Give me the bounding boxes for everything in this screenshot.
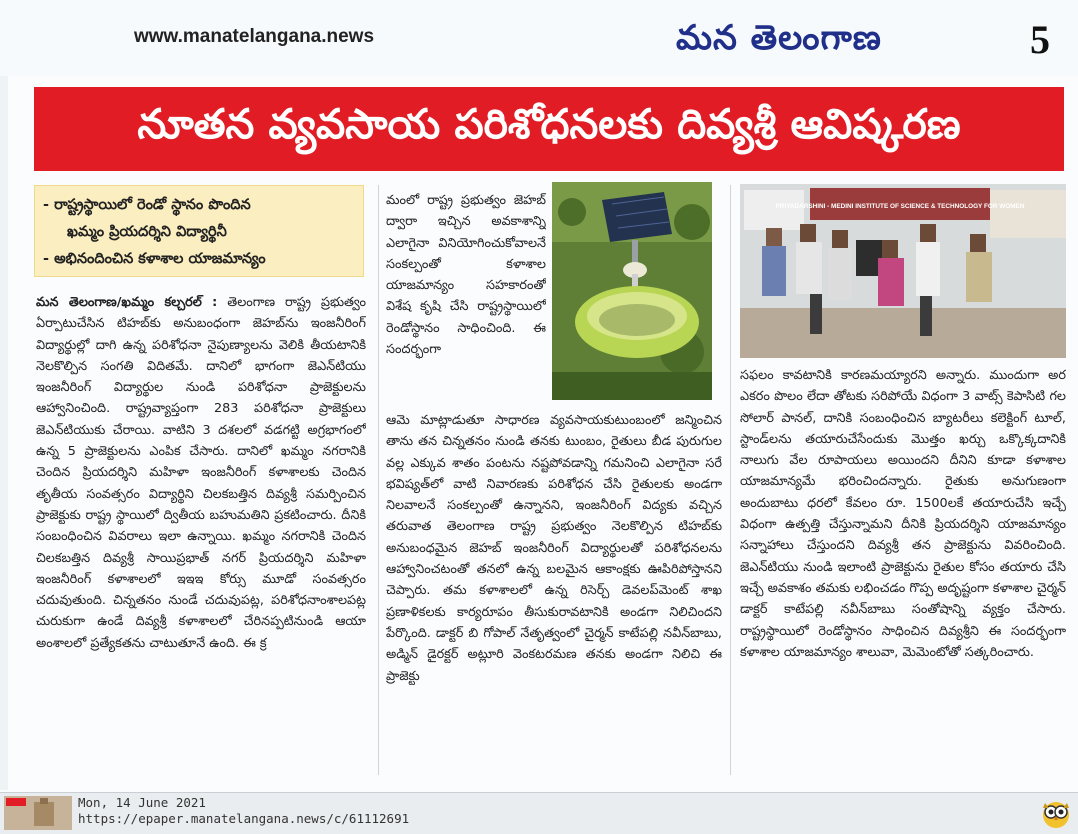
subhead-1: - రాష్ట్రస్థాయిలో రెండో స్థానం పొందిన	[43, 197, 251, 213]
solar-light-trap-image	[552, 182, 712, 400]
thumbnail-image	[4, 796, 72, 830]
newspaper-masthead: మన తెలంగాణ	[676, 18, 882, 58]
article-column-3: సఫలం కావటానికి కారణమయ్యారని అన్నారు. ముందుగా అర ఎకరం పొలం లేదా తోటకు సరిపోయే విధంగా 3 వాట్స్ కెపాసిటి గల సోలార్ పానల్, దానికి సంబంధించిన బ్యాటరీలు కలెక్టింగ్ టూల్, స్టాండ్‌లను తయారుచేసేందుకు మొత్తం ఖర్చు ఒక్కొక్కదానికి నాలుగు వేల రూపాయలు అయిందని దీనిని కూడా కళాశాల యాజమాన్యమే భరించిందన్నారు. రైతుకు అనుగుణంగా అందుబాటు ధరలో కేవలం రూ. 1500లకే తయారుచేసి ఇచ్చే విధంగా ఉత్పత్తి చేస్తున్నామని దీనికి ప్రియదర్శిని యాజమాన్యం సన్నాహాలు చేస్తుందని దివ్యశ్రీ తన ప్రాజెక్టును వివరించింది. జెఎన్‌టియు నుండి ఇలాంటి ప్రాజెక్టును రైతుల కోసం తయారు చేసి ఇచ్చే అవకాశం తమకు లభించడం గొప్ప అదృష్టంగా కళాశాల చైర్మన్ డాక్టర్ కాటేపల్లి నవీన్‌బాబు సంతోషాన్ని వ్యక్తం చేసారు. రాష్ట్రస్థాయిలో రెండోస్థానం సాధించిన దివ్యశ్రీని ఈ సందర్భంగా కళాశాల యాజమాన్యం శాలువా, మెమెంటోతో సత్కరించారు.	[740, 368, 1066, 660]
article-column-2-top: మంలో రాష్ట్ర ప్రభుత్వం జెహబ్ ద్వారా ఇచ్చిన అవకాశాన్ని ఎలాగైనా వినియోగించుకోవాలనే సంకల్పంతో కళాశాల యాజమాన్యం సహకారంతో విశేష కృషి చేసి రాష్ట్రస్థాయిలో రెండోస్థానం సాధించింది. ఈ సందర్భంగా	[386, 193, 546, 358]
subheads-box	[34, 185, 364, 277]
column-divider	[378, 185, 379, 775]
page-thumbnail[interactable]	[4, 796, 72, 830]
solar-trap-photo	[552, 182, 712, 400]
owl-logo-icon[interactable]	[1040, 797, 1072, 829]
award-group-photo	[740, 184, 1066, 358]
dateline: మన తెలంగాణ/ఖమ్మం కల్చరల్ :	[36, 295, 218, 310]
photo-banner-text: PRIYADARSHINI - MEDINI INSTITUTE OF SCIENCE & TECHNOLOGY FOR WOMEN	[775, 203, 1025, 210]
group-photo-image	[740, 184, 1066, 358]
owl-icon	[1040, 797, 1072, 829]
subhead-3: - అభినందించిన కళాశాల యాజమాన్యం	[43, 251, 266, 267]
footer-link[interactable]: https://epaper.manatelangana.news/c/61112691	[78, 811, 410, 826]
page-number: 5	[1030, 17, 1050, 62]
article-column-1	[36, 292, 366, 777]
site-url[interactable]: www.manatelangana.news	[134, 26, 375, 47]
footer-date: Mon, 14 June 2021	[78, 795, 206, 810]
column-1-text: తెలంగాణ రాష్ట్ర ప్రభుత్వం ఏర్పాటుచేసిన టిహబ్‌కు అనుబంధంగా జెహబ్‌ను ఇంజనీరింగ్ విద్యార్థుల్లో దాగి ఉన్న పరిశోధనా నైపుణ్యాలను వెలికి తీయటానికి నెలకొల్పిన సంగతి విదితమే. దానిలో భాగంగా జెఎన్‌టియు ఇంజనీరింగ్ విద్యార్థుల నుండి పరిశోధనా ప్రాజెక్టులను ఆహ్వానించింది. రాష్ట్రవ్యాప్తంగా 283 పరిశోధనా ప్రాజెక్టులు జెఎన్‌టియుకు చేరాయి. వాటిని 3 దశలలో వడగట్టి అగ్రభాగంలో ఉన్న 5 ప్రాజెక్టులను ఎంపిక చేసారు. దానిలో ఖమ్మం నగరానికి చెందిన ప్రియదర్శిని మహిళా ఇంజనీరింగ్ కళాశాలకు చెందిన తృతీయ సంవత్సరం విద్యార్థిని చిలకబత్తిన దివ్యశ్రీ సమర్పించిన ప్రాజెక్టుకు రాష్ట్ర స్థాయిలో ద్వితీయ బహుమతిని ప్రకటించారు. దీనికి సంబంధించిన వివరాలు ఇలా ఉన్నాయి. ఖమ్మం నగరానికి చెందిన చిలకబత్తిన దివ్యశ్రీ సాయిప్రభాత్ నగర్ ప్రియదర్శిని మహిళా ఇంజనీరింగ్ కళాశాలలో ఇఇఇ కోర్సు మూడో సంవత్సరం చదువుతుంది. చిన్నతనం నుండే చదువుపట్ల, పరిశోధనాంశాలపట్ల చురుకుగా ఉండే దివ్యశ్రీ కళాశాలలో చేరినప్పటినుండి ఆయా అంశాలలో ప్రత్యేకతను చాటుతూనే ఉంది. ఈ క్ర	[36, 295, 366, 651]
article-column-2: ఆమె మాట్లాడుతూ సాధారణ వ్యవసాయకుటుంబంలో జన్మించిన తాను తన చిన్నతనం నుండి తనకు టుంబం, రైతులు బీడ పురుగుల వల్ల ఎక్కువ శాతం పంటను నష్టపోవడాన్ని గమనించి ఎలాగైనా సరే భవిష్యత్‌లో వాటి నివారణకు పరిశోధన చేసి రైతులకు అండగా నిలవాలనే సంకల్పంతో ఉన్నానని, ఇంజనీరింగ్ విద్యకు వచ్చిన తరువాత తెలంగాణ రాష్ట్ర ప్రభుత్వం నెలకొల్పిన టిహబ్‌కు అనుబంధమైన జెహబ్ ఇంజనీరింగ్ విద్యార్థులతో పరిశోధనలను ఆహ్వానించటంతో తనలో ఉన్న బలమైన ఆకాంక్షకు ఊపిరిపోస్తానని చెప్పారు. తమ కళాశాలలో ఉన్న రిసెర్చ్ డెవలప్‌మెంట్ శాఖ ప్రణాళికలకు కార్యరూపం తీసుకురావటానికి అండగా నిలిచిందని పేర్కొంది. డాక్టర్ బి గోపాల్ నేతృత్వంలో చైర్మన్ కాటేపల్లి నవీన్‌బాబు, అడ్మిన్ డైరక్టర్ అట్లూరి వెంకటరమణ తనకు అండగా నిలిచి ఈ ప్రాజెక్టు	[386, 413, 722, 684]
subhead-2: ఖమ్మం ప్రియదర్శిని విద్యార్థినీ	[67, 224, 227, 240]
left-edge	[0, 0, 8, 790]
headline: నూతన వ్యవసాయ పరిశోధనలకు దివ్యశ్రీ ఆవిష్కరణ	[34, 87, 1064, 171]
column-divider	[730, 185, 731, 775]
